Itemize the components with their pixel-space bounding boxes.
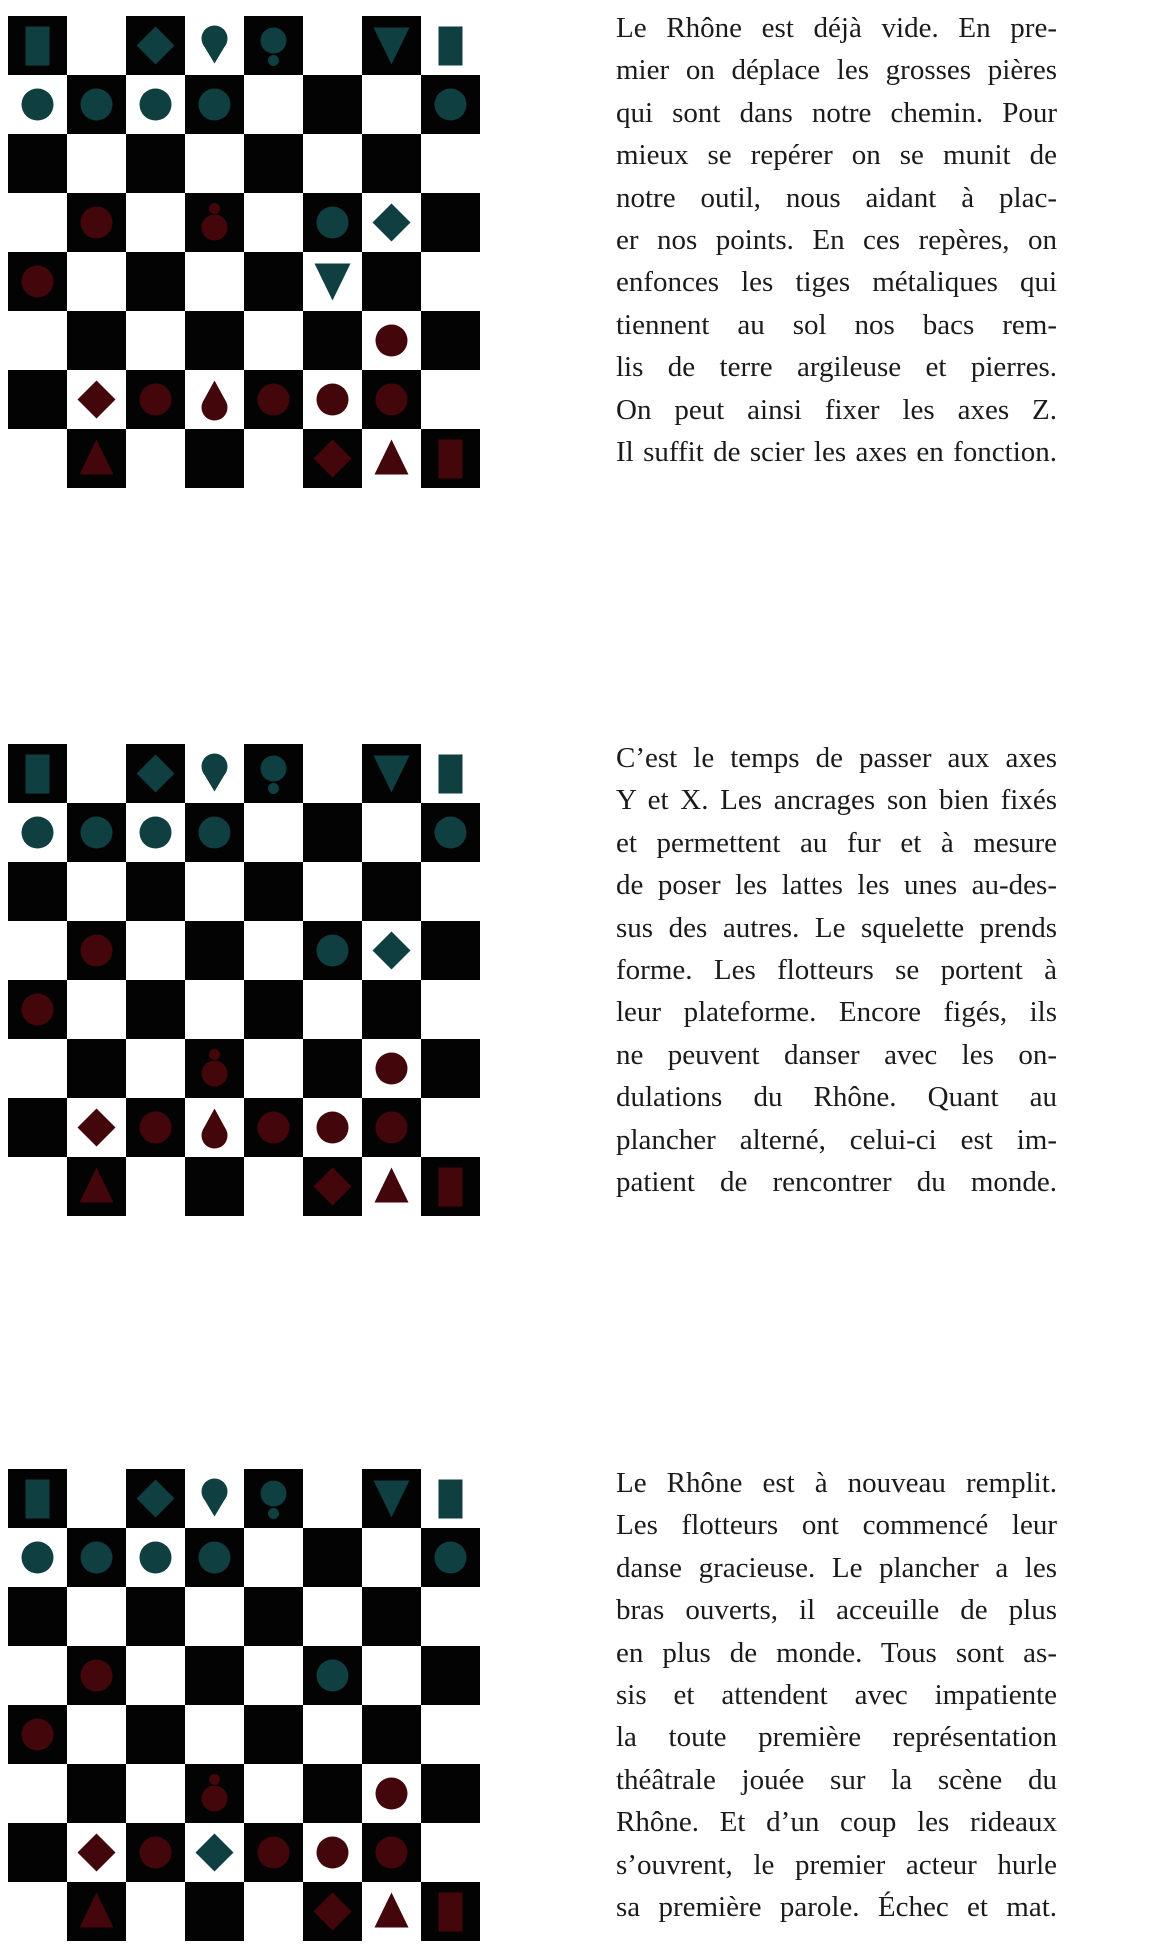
board-square: [126, 134, 185, 193]
board-square: [185, 252, 244, 311]
board-square: [244, 193, 303, 252]
board-square: [185, 134, 244, 193]
text-line: Les flotteurs ont commencé leur: [616, 1509, 1057, 1542]
text-line: On peut ainsi fixer les axes Z.: [616, 393, 1057, 426]
board-square: [362, 1528, 421, 1587]
board-square: [362, 1646, 421, 1705]
board-square: [126, 193, 185, 252]
board-square: [126, 1882, 185, 1941]
red-circle-piece-icon: [140, 1112, 172, 1144]
board-square: [362, 1587, 421, 1646]
board-square: [421, 193, 480, 252]
board-square: [244, 1764, 303, 1823]
board-square: [8, 193, 67, 252]
red-circle-piece-icon: [376, 1053, 408, 1085]
red-circle-piece-icon: [376, 325, 408, 357]
board-square: [185, 311, 244, 370]
board-square: [244, 1705, 303, 1764]
board-square: [126, 862, 185, 921]
board-square: [185, 1882, 244, 1941]
board-square: [185, 921, 244, 980]
teal-rect-piece-icon: [26, 1480, 50, 1519]
teal-circle-piece-icon: [317, 207, 349, 239]
teal-circle-piece-icon: [140, 1542, 172, 1574]
text-line: dulations du Rhône. Quant au: [616, 1081, 1057, 1114]
teal-circle-piece-icon: [317, 935, 349, 967]
text-line: Le Rhône est déjà vide. En pre-: [616, 12, 1057, 44]
board-square: [421, 862, 480, 921]
text-line: en plus de monde. Tous sont as-: [616, 1636, 1057, 1669]
board-square: [303, 744, 362, 803]
teal-circle-piece-icon: [435, 89, 467, 121]
red-circle-piece-icon: [317, 1837, 349, 1869]
board-square: [421, 1039, 480, 1098]
board-square: [185, 429, 244, 488]
red-circle-piece-icon: [258, 1112, 290, 1144]
red-rect-piece-icon: [439, 1893, 463, 1932]
board-square: [421, 311, 480, 370]
red-circle-piece-icon: [140, 1837, 172, 1869]
board-square: [126, 1764, 185, 1823]
text-line: et permettent au fur et à mesure: [616, 826, 1057, 859]
board-svg: [8, 744, 480, 1216]
board-square: [67, 1469, 126, 1528]
board-square: [303, 862, 362, 921]
board-square: [244, 1528, 303, 1587]
red-rect-piece-icon: [439, 440, 463, 479]
board-square: [8, 311, 67, 370]
board-square: [185, 862, 244, 921]
board-square: [8, 429, 67, 488]
red-circle-piece-icon: [376, 1778, 408, 1810]
red-circle-piece-icon: [22, 1719, 54, 1751]
board-square: [126, 311, 185, 370]
chess-board: [8, 1469, 480, 1941]
board-square: [126, 980, 185, 1039]
board-square: [67, 252, 126, 311]
board-square: [244, 1587, 303, 1646]
board-square: [67, 1587, 126, 1646]
text-line: patient de rencontrer du monde.: [616, 1165, 1057, 1198]
board-square: [303, 16, 362, 75]
teal-circle-piece-icon: [199, 89, 231, 121]
board-square: [421, 980, 480, 1039]
teal-circle-piece-icon: [435, 1542, 467, 1574]
text-line: tiennent au sol nos bacs rem-: [616, 308, 1057, 341]
board-square: [244, 1646, 303, 1705]
text-line: notre outil, nous aidant à plac-: [616, 181, 1057, 214]
board-square: [362, 803, 421, 862]
teal-circle-piece-icon: [435, 817, 467, 849]
teal-circle-piece-icon: [22, 817, 54, 849]
board-square: [362, 1705, 421, 1764]
text-line: bras ouverts, il acceuille de plus: [616, 1594, 1057, 1627]
board-square: [67, 311, 126, 370]
teal-circle-piece-icon: [199, 817, 231, 849]
text-line: Y et X. Les ancrages son bien fixés: [616, 784, 1057, 817]
board-square: [362, 862, 421, 921]
board-square: [8, 1157, 67, 1216]
red-circle-piece-icon: [22, 994, 54, 1026]
board-square: [8, 1039, 67, 1098]
board-square: [126, 429, 185, 488]
board-square: [303, 311, 362, 370]
text-line: ne peuvent danser avec les on-: [616, 1038, 1057, 1071]
teal-circle-piece-icon: [81, 817, 113, 849]
teal-circle-piece-icon: [81, 1542, 113, 1574]
board-square: [67, 134, 126, 193]
red-rect-piece-icon: [439, 1168, 463, 1207]
board-square: [185, 1157, 244, 1216]
text-line: sus des autres. Le squelette prends: [616, 911, 1057, 944]
text-line: lis de terre argileuse et pierres.: [616, 351, 1057, 384]
text-line: qui sont dans notre chemin. Pour: [616, 96, 1057, 129]
paragraph: [616, 7, 1057, 473]
paragraph: [616, 737, 1057, 1203]
text-line: sa première parole. Échec et mat.: [616, 1890, 1057, 1923]
board-square: [244, 252, 303, 311]
text-line: er nos points. En ces repères, on: [616, 223, 1057, 256]
board-square: [244, 803, 303, 862]
board-square: [421, 1587, 480, 1646]
board-square: [244, 921, 303, 980]
board-square: [126, 1587, 185, 1646]
text-line: enfonces les tiges métaliques qui: [616, 266, 1057, 299]
teal-rect-piece-icon: [26, 755, 50, 794]
board-square: [303, 803, 362, 862]
board-square: [362, 980, 421, 1039]
board-square: [8, 1587, 67, 1646]
board-square: [8, 862, 67, 921]
text-line: Rhône. Et d’un coup les rideaux: [616, 1806, 1057, 1839]
teal-circle-piece-icon: [81, 89, 113, 121]
board-square: [362, 134, 421, 193]
text-line: mieux se repérer on se munit de: [616, 139, 1057, 172]
board-square: [126, 1157, 185, 1216]
red-circle-piece-icon: [258, 384, 290, 416]
board-square: [126, 1039, 185, 1098]
chess-board: [8, 16, 480, 488]
board-square: [8, 1098, 67, 1157]
board-square: [8, 921, 67, 980]
text-line: s’ouvrent, le premier acteur hurle: [616, 1848, 1057, 1881]
teal-rect-piece-icon: [439, 1480, 463, 1519]
teal-circle-piece-icon: [22, 89, 54, 121]
board-square: [67, 862, 126, 921]
board-square: [244, 1157, 303, 1216]
board-square: [303, 980, 362, 1039]
red-circle-piece-icon: [258, 1837, 290, 1869]
red-circle-piece-icon: [376, 1837, 408, 1869]
text-line: sis et attendent avec impatiente: [616, 1678, 1057, 1711]
board-square: [303, 1587, 362, 1646]
board-square: [421, 252, 480, 311]
board-square: [8, 1823, 67, 1882]
board-square: [244, 980, 303, 1039]
paragraph: [616, 1462, 1057, 1928]
red-circle-piece-icon: [376, 1112, 408, 1144]
text-line: de poser les lattes les unes au-des-: [616, 869, 1057, 902]
text-line: la toute première représentation: [616, 1721, 1057, 1754]
red-circle-piece-icon: [317, 1112, 349, 1144]
red-circle-piece-icon: [317, 384, 349, 416]
board-square: [185, 1646, 244, 1705]
red-circle-piece-icon: [376, 384, 408, 416]
red-circle-piece-icon: [81, 935, 113, 967]
board-square: [362, 75, 421, 134]
board-square: [67, 744, 126, 803]
board-square: [303, 1764, 362, 1823]
board-square: [8, 1764, 67, 1823]
text-line: Il suffit de scier les axes en fonction.: [616, 435, 1057, 468]
board-square: [244, 1882, 303, 1941]
teal-rect-piece-icon: [439, 27, 463, 66]
text-line: forme. Les flotteurs se portent à: [616, 953, 1057, 986]
teal-circle-piece-icon: [140, 817, 172, 849]
board-square: [421, 370, 480, 429]
teal-rect-piece-icon: [26, 27, 50, 66]
board-square: [421, 1646, 480, 1705]
board-square: [362, 252, 421, 311]
board-square: [126, 1646, 185, 1705]
board-square: [303, 134, 362, 193]
teal-circle-piece-icon: [199, 1542, 231, 1574]
board-square: [244, 75, 303, 134]
chess-board: [8, 744, 480, 1216]
text-line: C’est le temps de passer aux axes: [616, 742, 1057, 774]
text-line: Le Rhône est à nouveau remplit.: [616, 1467, 1057, 1499]
board-square: [185, 1705, 244, 1764]
board-square: [67, 1705, 126, 1764]
board-square: [185, 980, 244, 1039]
board-square: [244, 134, 303, 193]
board-square: [303, 75, 362, 134]
board-square: [67, 16, 126, 75]
board-square: [244, 862, 303, 921]
board-square: [8, 1646, 67, 1705]
board-square: [421, 1098, 480, 1157]
text-line: plancher alterné, celui-ci est im-: [616, 1123, 1057, 1156]
board-square: [421, 1705, 480, 1764]
text-line: mier on déplace les grosses pières: [616, 54, 1057, 87]
board-square: [303, 1039, 362, 1098]
teal-circle-piece-icon: [22, 1542, 54, 1574]
board-square: [421, 134, 480, 193]
board-square: [303, 1469, 362, 1528]
board-square: [67, 980, 126, 1039]
board-square: [421, 1764, 480, 1823]
board-square: [8, 1882, 67, 1941]
board-square: [303, 1528, 362, 1587]
board-square: [126, 252, 185, 311]
board-square: [244, 311, 303, 370]
red-circle-piece-icon: [22, 266, 54, 298]
teal-circle-piece-icon: [140, 89, 172, 121]
board-square: [67, 1764, 126, 1823]
board-square: [8, 370, 67, 429]
board-square: [185, 1587, 244, 1646]
text-line: danse gracieuse. Le plancher a les: [616, 1551, 1057, 1584]
board-square: [126, 921, 185, 980]
board-svg: [8, 1469, 480, 1941]
board-square: [8, 134, 67, 193]
text-line: théâtrale jouée sur la scène du: [616, 1763, 1057, 1796]
board-square: [421, 1823, 480, 1882]
board-square: [244, 1039, 303, 1098]
red-circle-piece-icon: [81, 1660, 113, 1692]
red-circle-piece-icon: [140, 384, 172, 416]
teal-circle-piece-icon: [317, 1660, 349, 1692]
text-line: leur plateforme. Encore figés, ils: [616, 996, 1057, 1029]
red-circle-piece-icon: [81, 207, 113, 239]
board-square: [421, 921, 480, 980]
board-square: [244, 429, 303, 488]
teal-rect-piece-icon: [439, 755, 463, 794]
board-square: [126, 1705, 185, 1764]
board-square: [67, 1039, 126, 1098]
board-svg: [8, 16, 480, 488]
board-square: [303, 1705, 362, 1764]
